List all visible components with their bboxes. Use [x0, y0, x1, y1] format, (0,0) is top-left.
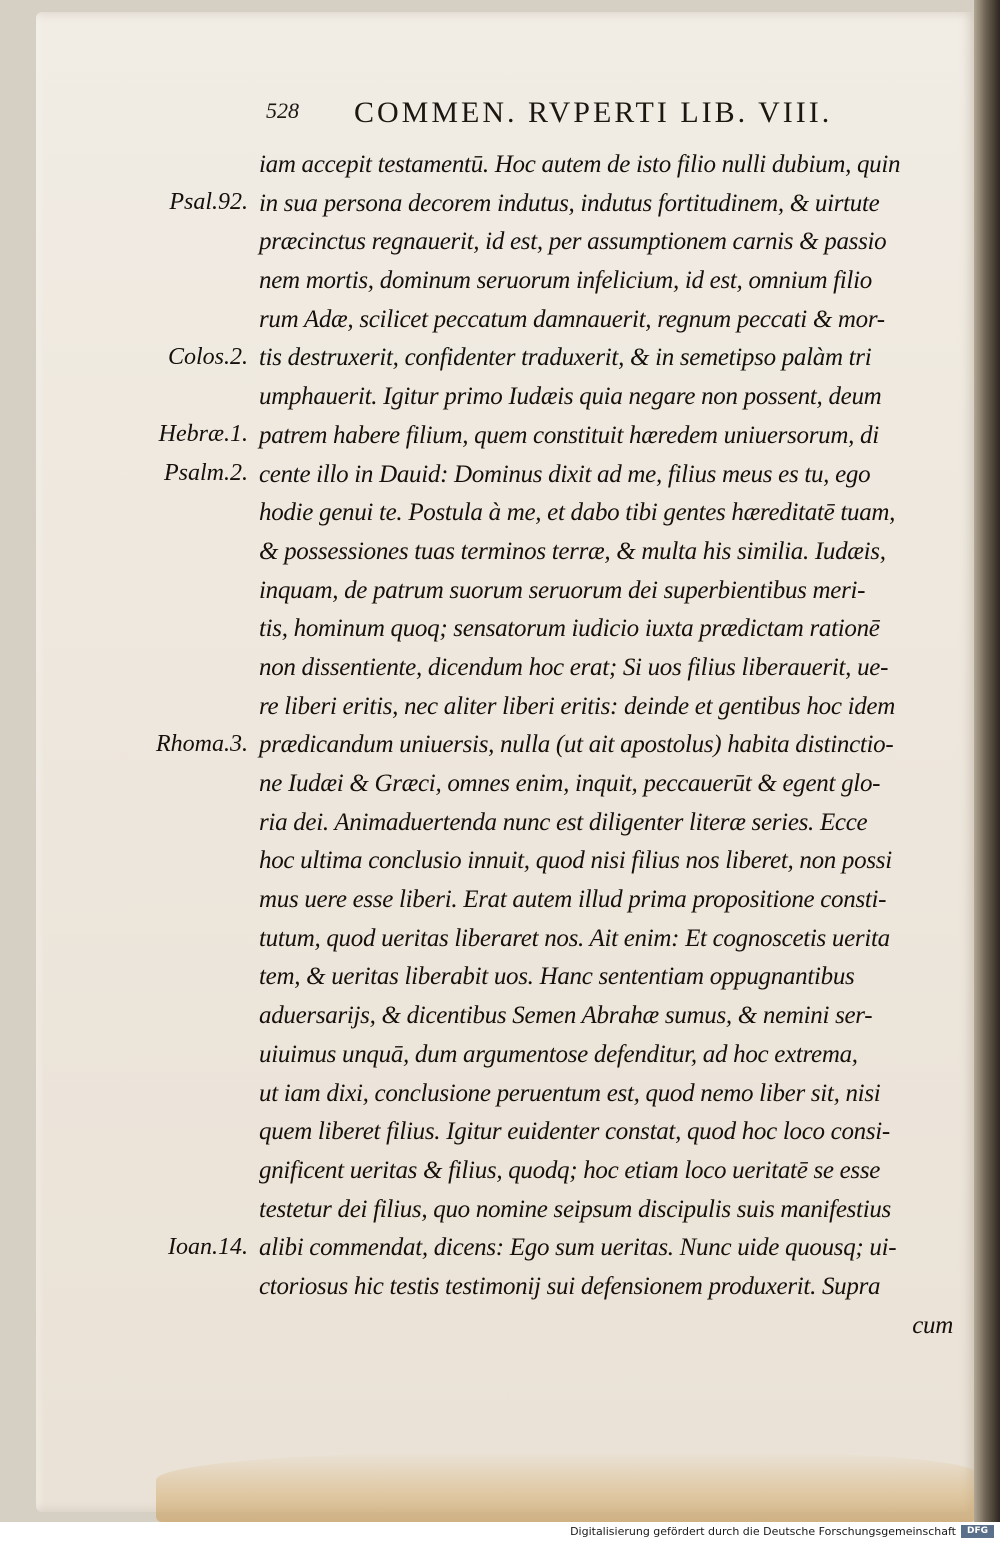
text-line: nem mortis, dominum seruorum infelicium, id est, omnium filio [259, 267, 872, 295]
marginal-note: Ioan.14. [168, 1233, 248, 1260]
text-line: cum [912, 1311, 953, 1339]
marginal-note: Psalm.2. [164, 459, 248, 486]
text-line: alibi commendat, dicens: Ego sum ueritas. Nunc uide quousq; ui- [259, 1234, 897, 1262]
marginal-note: Colos.2. [167, 343, 248, 370]
text-line: rum Adæ, scilicet peccatum damnauerit, regnum peccati & mor- [259, 305, 885, 333]
running-title: COMMEN. RVPERTI LIB. VIII. [354, 96, 833, 129]
marginal-note: Psal.92. [169, 188, 248, 215]
text-line: mus uere esse liberi. Erat autem illud prima propositione consti- [259, 886, 887, 914]
footer-bar [0, 1522, 1000, 1541]
text-line: in sua persona decorem indutus, indutus fortitudinem, & uirtute [259, 189, 880, 217]
text-line: præcinctus regnauerit, id est, per assumptionem carnis & passio [259, 228, 887, 256]
text-line: uiuimus unquā, dum argumentose defenditur, ad hoc extrema, [259, 1040, 858, 1068]
text-line: patrem habere filium, quem constituit hæredem uniuersorum, di [259, 421, 879, 449]
funding-credit: Digitalisierung gefördert durch die Deutsche Forschungsgemeinschaft [570, 1525, 956, 1538]
text-line: tis destruxerit, confidenter traduxerit, & in semetipso palàm tri [259, 344, 872, 372]
text-line: non dissentiente, dicendum hoc erat; Si uos filius liberauerit, ue- [259, 653, 889, 681]
text-line: iam accepit testamentū. Hoc autem de isto filio nulli dubium, quin [259, 151, 901, 178]
marginal-note: Hebræ.1. [158, 420, 248, 447]
text-line: ria dei. Animaduertenda nunc est diligenter literæ series. Ecce [259, 808, 868, 836]
text-line: prædicandum uniuersis, nulla (ut ait apostolus) habita distinctio- [259, 731, 894, 759]
text-line: quem liberet filius. Igitur euidenter constat, quod hoc loco consi- [259, 1118, 890, 1146]
text-line: cente illo in Dauid: Dominus dixit ad me, filius meus es tu, ego [259, 460, 871, 488]
text-line: gnificent ueritas & filius, quodq; hoc etiam loco ueritatē se esse [259, 1156, 881, 1184]
text-line: ut iam dixi, conclusione peruentum est, quod nemo liber sit, nisi [259, 1079, 881, 1107]
text-line: ne Iudæi & Græci, omnes enim, inquit, peccauerūt & egent glo- [259, 770, 881, 797]
text-line: hoc ultima conclusio innuit, quod nisi filius nos liberet, non possi [259, 847, 892, 875]
text-line: & possessiones tuas terminos terræ, & multa his similia. Iudæis, [259, 537, 886, 565]
marginal-note: Rhoma.3. [156, 730, 248, 757]
body-text [259, 146, 959, 1345]
text-line: umphauerit. Igitur primo Iudæis quia negare non possent, deum [259, 383, 882, 411]
text-line: ctoriosus hic testis testimonij sui defensionem produxerit. Supra [259, 1272, 881, 1300]
text-line: aduersarijs, & dicentibus Semen Abrahæ sumus, & nemini ser- [259, 1002, 873, 1030]
dfg-logo: DFG [961, 1525, 994, 1538]
text-line: testetur dei filius, quo nomine seipsum discipulis suis manifestius [259, 1195, 891, 1223]
text-line: tutum, quod ueritas liberaret nos. Ait enim: Et cognoscetis uerita [259, 924, 890, 952]
text-line: tis, hominum quoq; sensatorum iudicio iuxta prædictam rationē [259, 615, 880, 643]
water-stain [156, 1452, 976, 1522]
folio-number: 528 [266, 98, 299, 123]
binding-edge [974, 0, 1000, 1522]
text-line: hodie genui te. Postula à me, et dabo tibi gentes hæreditatē tuam, [259, 499, 896, 527]
page-header [266, 96, 936, 136]
text-line: re liberi eritis, nec aliter liberi eritis: deinde et gentibus hoc idem [259, 692, 895, 720]
text-line: inquam, de patrum suorum seruorum dei superbientibus meri- [259, 576, 866, 604]
text-line: tem, & ueritas liberabit uos. Hanc sententiam oppugnantibus [259, 963, 855, 991]
